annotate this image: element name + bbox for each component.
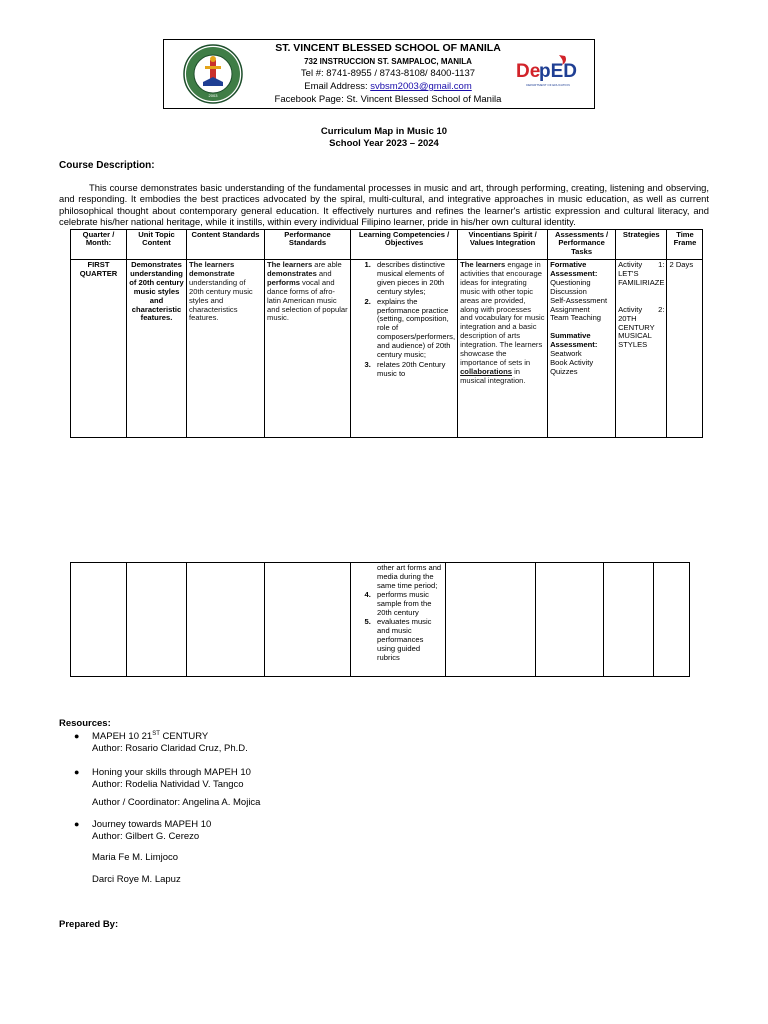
assessment-item: Quizzes [550, 366, 578, 376]
cell-content-standards [187, 260, 265, 438]
resource-coordinator: Author / Coordinator: Angelina A. Mojica [92, 797, 261, 808]
cell-content-standards [187, 563, 265, 677]
assessment-item: Book Activity [550, 358, 594, 368]
course-description-heading: Course Description: [59, 160, 155, 171]
table-header-row [71, 230, 703, 260]
strategy-activity-2-title: 20TH CENTURY MUSICAL STYLES [618, 313, 655, 350]
header-unit-topic: Unit Topic Content [127, 230, 187, 260]
school-address: 732 INSTRUCCION ST. SAMPALOC, MANILA [304, 57, 472, 66]
perf-bold-2: performs [267, 277, 300, 287]
header-quarter: Quarter / Month: [71, 230, 127, 260]
cell-performance-standards [265, 563, 351, 677]
header-time-frame: Time Frame [667, 230, 703, 260]
cell-performance-standards [265, 260, 351, 438]
cell-quarter: FIRST QUARTER [71, 260, 127, 438]
deped-subtext: DEPARTMENT OF EDUCATION [526, 83, 570, 87]
values-tail: in musical integration. [460, 366, 526, 385]
bullet-icon: ● [74, 767, 80, 777]
cell-unit-topic [127, 563, 187, 677]
strategy-activity-1-label: Activity 1: [618, 260, 665, 269]
cell-unit-topic: Demonstrates understanding of 20th century music styles and characteristic features. [127, 260, 187, 438]
school-telephone: Tel #: 8741-8955 / 8743-8108/ 8400-1137 [300, 68, 476, 79]
perf-lead: The learners [267, 260, 313, 269]
email-link[interactable]: svbsm2003@gmail.com [370, 81, 472, 92]
summative-heading: Summative Assessment: [550, 331, 598, 350]
competency-item: 4. performs music sample from the 20th century [373, 591, 443, 618]
resource-author: Author: Rodelia Natividad V. Tangco [92, 779, 244, 790]
assessment-item: Discussion [550, 286, 587, 296]
competency-list [353, 591, 443, 663]
competency-continuation: other art forms and media during the same time period; [377, 563, 442, 590]
cell-time-frame: 2 Days [667, 260, 703, 438]
perf-mid-2: and [316, 268, 332, 278]
table-row [71, 563, 690, 677]
email-label: Email Address: [304, 81, 371, 92]
content-lead: The learners demonstrate [189, 260, 235, 278]
strategy-activity-1-title: LET'S FAMILIRIAZE [618, 268, 665, 287]
values-lead: The learners [460, 260, 506, 269]
perf-mid: are able [312, 260, 342, 269]
resources-heading: Resources: [59, 718, 111, 729]
cell-learning-competencies [351, 260, 458, 438]
curriculum-map-table [70, 229, 703, 438]
cell-quarter [71, 563, 127, 677]
resource-title: Honing your skills through MAPEH 10 [92, 767, 251, 778]
resource-title: Journey towards MAPEH 10 [92, 819, 212, 830]
resource-author: Author: Gilbert G. Cerezo [92, 831, 200, 842]
resource-author: Author: Rosario Claridad Cruz, Ph.D. [92, 743, 248, 754]
competency-list [353, 261, 455, 379]
document-title: Curriculum Map in Music 10 [320, 126, 448, 137]
assessment-item: Assignment [550, 304, 590, 314]
cell-assessments [548, 260, 616, 438]
content-rest: understanding of 20th century music styles and characteristics features. [189, 277, 253, 323]
header-learning-competencies: Learning Competencies / Objectives [351, 230, 458, 260]
bullet-icon: ● [74, 731, 80, 741]
cell-time-frame [654, 563, 690, 677]
values-bold: collaborations [460, 366, 512, 376]
curriculum-map-table-continued [70, 562, 690, 677]
cell-learning-competencies [351, 563, 446, 677]
bullet-icon: ● [74, 819, 80, 829]
prepared-by-label: Prepared By: [59, 919, 119, 930]
assessment-item: Questioning [550, 277, 591, 287]
cell-strategies [604, 563, 654, 677]
table-row [71, 260, 703, 438]
course-description-text: This course demonstrates basic understanding of the fundamental processes in music and art, through performing, creating, listening and observing, and responding. It embodies the best practices advocated by the spiral, multi-cultural, and integrative approaches in music education, as well as current philosophical thought about contemporary general education. It effectively nurtures and refines the learner's artistic expression and cultural literacy, and celebrate his/her national heritage, while it instills, within every individual Filipino learner, pride in his/her own cultural identity. [59, 182, 709, 227]
header-assessments: Assessments / Performance Tasks [548, 230, 616, 260]
competency-item: 1. describes distinctive musical elements of given pieces in 20th century styles; [373, 261, 455, 297]
perf-rest: vocal and dance forms of afro-latin American music and selection of popular music. [267, 277, 348, 323]
assessment-item: Seatwork [550, 349, 582, 359]
cell-assessments [536, 563, 604, 677]
strategy-activity-2-label: Activity 2: [618, 304, 665, 314]
competency-item: 5. evaluates music and music performances using guided rubrics [373, 618, 443, 663]
school-year: School Year 2023 – 2024 [329, 138, 439, 149]
resource-coauthor: Darci Roye M. Lapuz [92, 874, 181, 885]
header-strategies: Strategies [616, 230, 667, 260]
school-name: ST. VINCENT BLESSED SCHOOL OF MANILA [275, 42, 501, 54]
values-text: engage in activities that encourage ideas for integrating music with other topic areas are provided, along with processes and vocabulary for music integration and a basic description of arts integration. The learners showcase the importance of sets in [460, 260, 545, 367]
formative-heading: Formative Assessment: [550, 260, 598, 278]
header-values-integration: Vincentians Spirit / Values Integration [458, 230, 548, 260]
seal-year: 2003 [208, 93, 218, 98]
resource-coauthor: Maria Fe M. Limjoco [92, 852, 179, 863]
competency-item: 2. explains the performance practice (setting, composition, role of composers/performers, and audience) of 20th century music; [373, 298, 455, 360]
competency-item: 3. relates 20th Century music to [373, 361, 455, 379]
perf-bold-1: demonstrates [267, 268, 317, 278]
svg-text:pED: pED [539, 61, 577, 82]
header-performance-standards: Performance Standards [265, 230, 351, 260]
assessment-item: Team Teaching [550, 313, 602, 323]
resource-title: MAPEH 10 21ST CENTURY [92, 730, 209, 742]
school-facebook: Facebook Page: St. Vincent Blessed School of Manila [274, 94, 502, 105]
assessment-item: Self-Assessment [550, 295, 608, 305]
header-content-standards: Content Standards [187, 230, 265, 260]
cell-strategies [616, 260, 667, 438]
cell-values-integration [458, 260, 548, 438]
school-seal-logo [183, 44, 243, 104]
cell-values-integration [446, 563, 536, 677]
school-email-line [240, 81, 536, 92]
svg-text:De: De [516, 61, 541, 82]
